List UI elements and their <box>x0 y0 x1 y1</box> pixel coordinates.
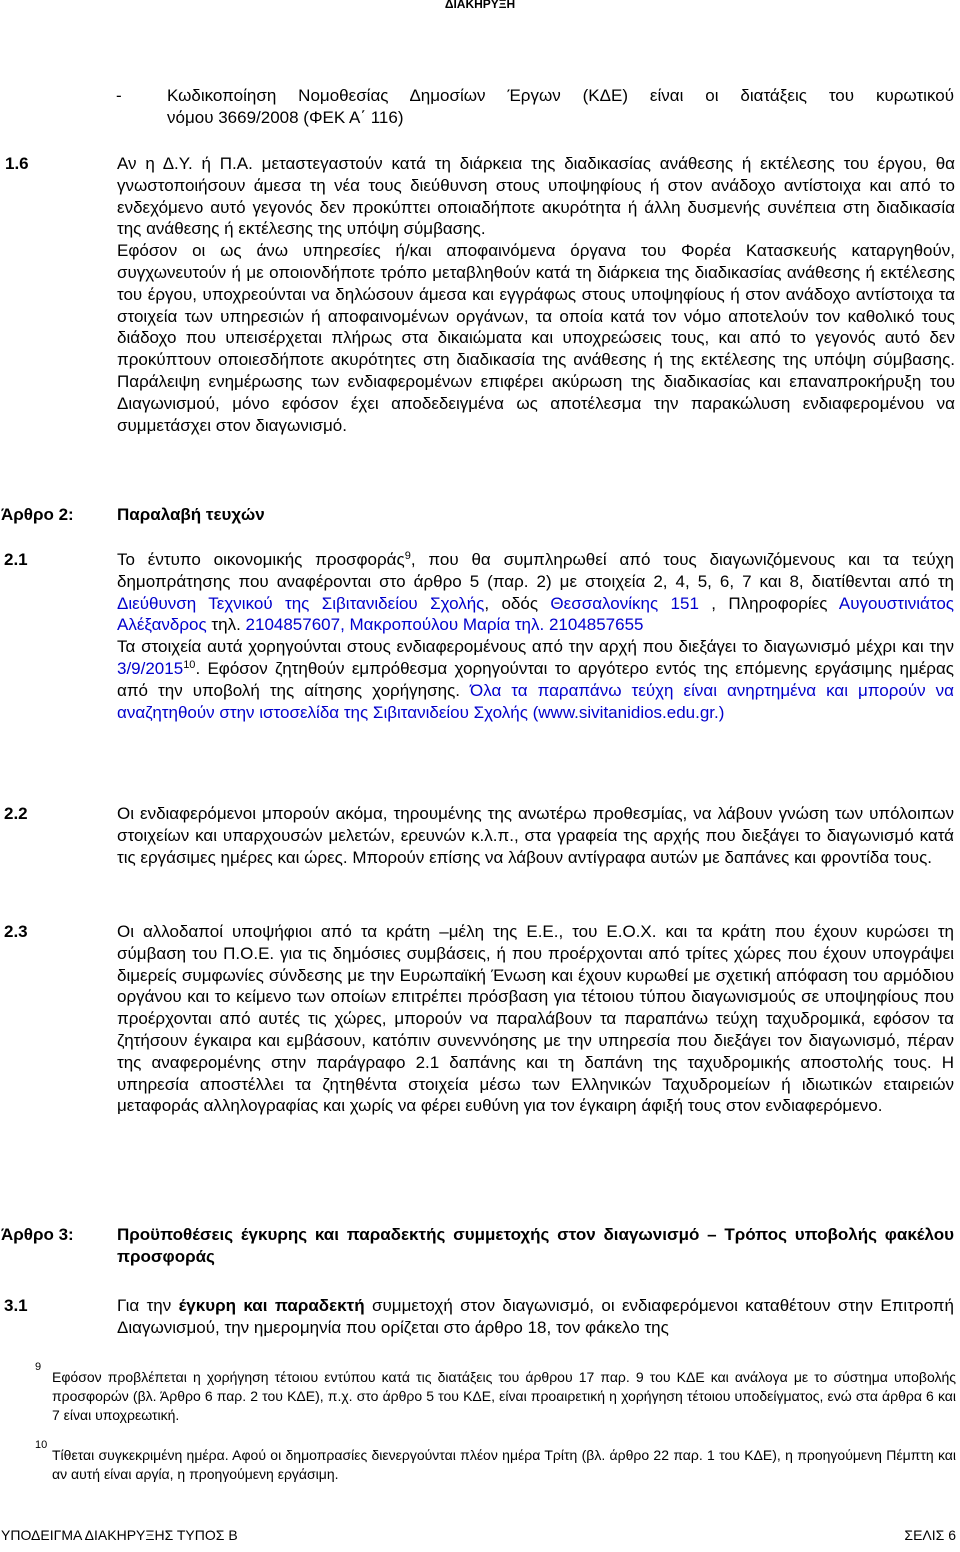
section-number: 3.1 <box>4 1296 28 1315</box>
intro-bullet: - <box>116 86 122 105</box>
section-3-1 <box>4 1295 960 1343</box>
contact-person: Αυγουστινιάτος Αλέξανδρος <box>117 593 954 635</box>
footnote-10 <box>0 1439 960 1486</box>
footer-left: ΥΠΟΔΕΙΓΜΑ ΔΙΑΚΗΡΥΞΗΣ ΤΥΠΟΣ Β <box>1 1527 238 1543</box>
section-2-3-paragraph: Οι αλλοδαποί υποψήφιοι από τα κράτη –μέλη της Ε.Ε., του Ε.Ο.Χ. και τα κράτη που έχουν κυρώσει τη σύμβαση του Π.Ο.Ε. για τις δημόσιες συμβάσεις, ή που προέρχονται από τρίτες χώρες που έχουν υπογράψει διμερείς συμφωνίες σύνδεσης με την Ευρωπαϊκή Ένωση και έχουν κυρωθεί με σχετική απόφαση του αρμόδιου οργάνου και το κείμενο των οποίων επιτρέπει πρόσβαση για τέτοιου τύπου διαγωνισμούς σε υποψηφίους που προέρχονται από αυτές τις χώρες, μπορούν να παραλάβουν τα παραπάνω τεύχη ταχυδρομικά, εφόσον τα ζητήσουν έγκαιρα και εμβάσουν, κατόπιν συνεννόησης με την υπηρεσία που διεξάγει τον διαγωνισμό, πέραν της αναφερομένης στην παράγραφο 2.1 δαπάνης και τη δαπάνη της ταχυδρομικής αποστολής τους. Η υπηρεσία αποστέλλει τα ζητηθέντα στοιχεία μέσω των Ελληνικών Ταχυδρομείων ή ιδιωτικών εταιρειών μεταφοράς αλληλογραφίας και χωρίς να φέρει ευθύνη για τον έγκαιρη άφιξή τους στον ενδιαφερόμενο. <box>117 922 954 1116</box>
section-1-6-paragraph-1: Αν η Δ.Υ. ή Π.Α. μεταστεγαστούν κατά τη διάρκεια της διαδικασίας ανάθεσης ή εκτέλεσης του έργου, θα γνωστοποιήσουν άμεσα τη νέα τους διεύθυνση στους υποψηφίους ή στον ανάδοχο αντίστοιχα και από το ενδεχόμενο αυτό γεγονός δεν προκύπτει οποιαδήποτε ακυρότητα ή άλλη δυσμενής συνέπεια στη διαδικασία της ανάθεσης ή εκτέλεσης της υπόψη σύμβασης. <box>117 154 955 239</box>
footnote-ref-10[interactable]: 10 <box>183 658 196 671</box>
footnote-text: Εφόσον προβλέπεται η χορήγηση τέτοιου εντύπου κατά τις διατάξεις του άρθρου 17 παρ. 9 του ΚΔΕ και ανάλογα με το σύστημα υποβολής προσφορών (βλ. Άρθρο 6 παρ. 2 του ΚΔΕ), π.χ. στο άρθρο 5 του ΚΔΕ, είναι προαιρετική η χορήγηση τέτοιου υποδείγματος, ενώ στα άρθρα 6 και 7 είναι υποχρεωτική. <box>52 1369 956 1423</box>
article-title: Παραλαβή τευχών <box>117 505 265 524</box>
section-2-1-paragraph-1 <box>117 549 954 636</box>
intro-line-1: Κωδικοποίηση Νομοθεσίας Δημοσίων Έργων (ΚΔΕ) είναι οι διατάξεις του κυρωτικού <box>167 86 954 105</box>
section-1-6 <box>5 153 960 483</box>
section-number: 2.3 <box>4 922 28 941</box>
availability-note: Όλα τα παραπάνω τεύχη είναι ανηρτημένα και μπορούν να αναζητηθούν στην ιστοσελίδα της Σιβιτανιδείου Σχολής ( <box>117 680 954 722</box>
article-3-heading <box>0 1224 960 1272</box>
text-run: . Εφόσον ζητηθούν εμπρόθεσμα χορηγούνται το αργότερο εντός της επόμενης εργάσιμης ημέρας από την υποβολή της αίτησης χορήγησης. <box>117 658 954 700</box>
footnote-number: 10 <box>35 1439 48 1451</box>
text-run: , Πληροφορίες <box>698 593 839 613</box>
street-address: Θεσσαλονίκης 151 <box>550 593 699 613</box>
text-run: συμμετοχή στον διαγωνισμό, οι ενδιαφερόμενοι καταθέτουν στην Επιτροπή Διαγωνισμού, την ημερομηνία που ορίζεται στο άρθρο 18, τον φάκελο της <box>117 1296 954 1337</box>
section-1-6-paragraph-2: Εφόσον οι ως άνω υπηρεσίες ή/και αποφαινόμενα όργανα του Φορέα Κατασκευής καταργηθούν, συγχωνευτούν ή με οποιονδήποτε τρόπο μεταβληθούν κατά τη διάρκεια της διαδικασίας ανάθεσης ή εκτέλεσης του έργου, υποχρεούνται να δηλώσουν άμεσα και εγγράφως στους υποψηφίους ή στον ανάδοχο αντίστοιχα τα στοιχεία των υπηρεσιών ή αποφαινομένων οργάνων, τα οποία κατά τον νόμο αποτελούν τον καθολικό τους διάδοχο που υπεισέρχεται πλήρως στα δικαιώματα και υποχρεώσεις τους, και από το γεγονός αυτό δεν προκύπτουν οποιεσδήποτε ακυρότητες στη διαδικασία της ανάθεσης ή της εκτέλεσης της υπόψη σύμβασης. Παράλειψη ενημέρωσης των ενδιαφερομένων επιφέρει ακύρωση της διαδικασίας και επαναπροκήρυξη του Διαγωνισμού, μόνο εφόσον έχει αποδεδειγμένα ως αποτέλεσμα την παρακώλυση ενδιαφερομένου να συμμετάσχει στον διαγωνισμό. <box>117 241 955 435</box>
section-2-1-paragraph-2 <box>117 636 954 723</box>
section-2-1 <box>4 549 960 784</box>
article-label: Άρθρο 3: <box>1 1225 74 1244</box>
text-run: , που θα συμπληρωθεί από τους διαγωνιζόμενους και τα τεύχη δημοπράτησης που αναφέρονται στο άρθρο 5 (παρ. 2) με στοιχεία 2, 4, 5, 6, 7 και 8, διατίθενται από τη <box>117 550 955 591</box>
text-run: Για την <box>117 1296 179 1315</box>
section-3-1-paragraph <box>117 1295 954 1339</box>
directorate-name: Διεύθυνση Τεχνικού της Σιβιτανιδείου Σχολής <box>117 593 485 613</box>
intro-line-2: νόμου 3669/2008 (ΦΕΚ Α΄ 116) <box>167 108 404 127</box>
website-link[interactable]: www.sivitanidios.edu.gr <box>538 702 715 722</box>
deadline-date: 3/9/2015 <box>117 658 184 678</box>
section-number: 2.1 <box>4 550 28 569</box>
text-run: Τα στοιχεία αυτά χορηγούνται στους ενδιαφερομένους από την αρχή που διεξάγει το διαγωνισμό μέχρι και την <box>117 637 954 657</box>
footnote-number: 9 <box>35 1361 42 1373</box>
contact-phones: 2104857607, Μακροπούλου Μαρία τηλ. 2104857655 <box>245 615 644 635</box>
section-number: 2.2 <box>4 804 28 823</box>
text-run: .) <box>714 702 725 722</box>
section-number: 1.6 <box>5 154 29 173</box>
section-2-2-paragraph: Οι ενδιαφερόμενοι μπορούν ακόμα, τηρουμένης της ανωτέρω προθεσμίας, να λάβουν γνώση των υπόλοιπων στοιχείων και υπαρχουσών μελετών, ερευνών κ.λ.π., στα γραφεία της αρχής που διεξάγει το διαγωνισμό κατά τις εργάσιμες ημέρες και ώρες. Μπορούν επίσης να λάβουν αντίγραφα αυτών με δαπάνες και φροντίδα τους. <box>117 804 954 867</box>
article-label: Άρθρο 2: <box>1 505 74 524</box>
emphasis: έγκυρη και παραδεκτή <box>178 1296 365 1315</box>
section-2-3 <box>4 921 960 1201</box>
footer-page-number: ΣΕΛΙΣ 6 <box>904 1527 956 1543</box>
text-run: τηλ. <box>206 615 246 635</box>
page-header: ΔΙΑΚΗΡΥΞΗ <box>444 0 516 11</box>
footnote-text: Τίθεται συγκεκριμένη ημέρα. Αφού οι δημοπρασίες διενεργούνται πλέον ημέρα Τρίτη (βλ. άρθρο 22 παρ. 1 του ΚΔΕ), η προηγούμενη Πέμπτη και αν αυτή είναι αργία, η προηγούμενη εργάσιμη. <box>52 1447 956 1482</box>
section-2-2 <box>4 803 960 893</box>
text-run: Το έντυπο οικονομικής προσφοράς <box>117 550 405 569</box>
text-run: , οδός <box>484 593 551 613</box>
footnote-ref-9[interactable]: 9 <box>404 550 411 562</box>
footnote-9 <box>0 1361 960 1428</box>
article-title: Προϋποθέσεις έγκυρης και παραδεκτής συμμετοχής στον διαγωνισμό – Τρόπος υποβολής φακέλου προσφοράς <box>117 1225 954 1266</box>
